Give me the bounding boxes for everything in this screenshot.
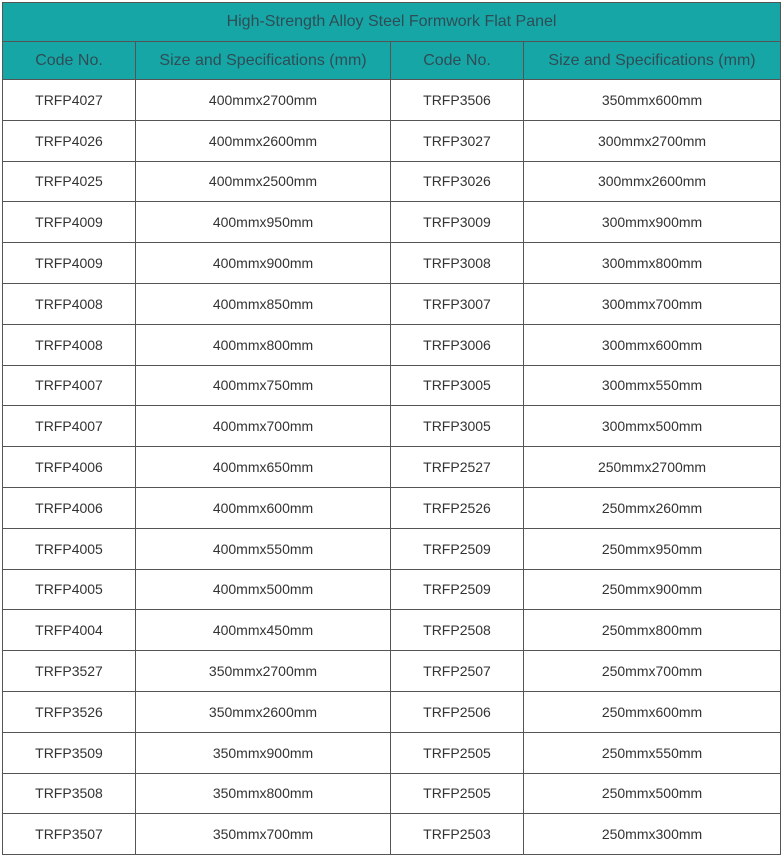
cell-size-spec: 250mmx500mm <box>524 773 781 814</box>
cell-code-no: TRFP4026 <box>3 120 136 161</box>
cell-code-no: TRFP3509 <box>3 732 136 773</box>
header-size-spec-2: Size and Specifications (mm) <box>524 42 781 80</box>
cell-code-no: TRFP2505 <box>391 732 524 773</box>
cell-size-spec: 250mmx300mm <box>524 814 781 855</box>
cell-size-spec: 250mmx2700mm <box>524 447 781 488</box>
table-header-row <box>3 42 781 80</box>
cell-code-no: TRFP2506 <box>391 691 524 732</box>
table-row <box>3 651 781 692</box>
cell-size-spec: 400mmx650mm <box>136 447 391 488</box>
cell-code-no: TRFP4009 <box>3 243 136 284</box>
cell-code-no: TRFP4004 <box>3 610 136 651</box>
cell-size-spec: 400mmx900mm <box>136 243 391 284</box>
formwork-spec-table <box>2 2 781 855</box>
cell-code-no: TRFP2503 <box>391 814 524 855</box>
table-row <box>3 447 781 488</box>
table-title: High-Strength Alloy Steel Formwork Flat Panel <box>3 3 781 42</box>
cell-code-no: TRFP4005 <box>3 528 136 569</box>
table-row <box>3 487 781 528</box>
cell-code-no: TRFP4027 <box>3 80 136 121</box>
cell-code-no: TRFP4007 <box>3 365 136 406</box>
table-row <box>3 120 781 161</box>
cell-code-no: TRFP2507 <box>391 651 524 692</box>
cell-size-spec: 400mmx750mm <box>136 365 391 406</box>
cell-code-no: TRFP3026 <box>391 161 524 202</box>
cell-code-no: TRFP4005 <box>3 569 136 610</box>
cell-size-spec: 250mmx600mm <box>524 691 781 732</box>
cell-code-no: TRFP2508 <box>391 610 524 651</box>
cell-code-no: TRFP3008 <box>391 243 524 284</box>
table-row <box>3 243 781 284</box>
cell-size-spec: 400mmx800mm <box>136 324 391 365</box>
cell-code-no: TRFP2526 <box>391 487 524 528</box>
cell-size-spec: 350mmx600mm <box>524 80 781 121</box>
cell-code-no: TRFP3007 <box>391 283 524 324</box>
cell-code-no: TRFP3506 <box>391 80 524 121</box>
table-body <box>3 80 781 855</box>
table-title-row <box>3 3 781 42</box>
cell-code-no: TRFP4006 <box>3 487 136 528</box>
table-row <box>3 691 781 732</box>
table-row <box>3 610 781 651</box>
cell-size-spec: 400mmx600mm <box>136 487 391 528</box>
cell-size-spec: 250mmx900mm <box>524 569 781 610</box>
cell-size-spec: 400mmx2700mm <box>136 80 391 121</box>
header-code-no-1: Code No. <box>3 42 136 80</box>
cell-size-spec: 250mmx700mm <box>524 651 781 692</box>
cell-size-spec: 350mmx700mm <box>136 814 391 855</box>
cell-code-no: TRFP3527 <box>3 651 136 692</box>
cell-size-spec: 300mmx800mm <box>524 243 781 284</box>
table-row <box>3 732 781 773</box>
cell-code-no: TRFP3027 <box>391 120 524 161</box>
table-row <box>3 406 781 447</box>
cell-size-spec: 400mmx500mm <box>136 569 391 610</box>
table-row <box>3 569 781 610</box>
cell-code-no: TRFP4009 <box>3 202 136 243</box>
table-row <box>3 365 781 406</box>
cell-code-no: TRFP4006 <box>3 447 136 488</box>
cell-size-spec: 300mmx600mm <box>524 324 781 365</box>
table-row <box>3 283 781 324</box>
table-row <box>3 324 781 365</box>
cell-size-spec: 300mmx500mm <box>524 406 781 447</box>
table-row <box>3 80 781 121</box>
cell-size-spec: 300mmx2700mm <box>524 120 781 161</box>
cell-size-spec: 350mmx800mm <box>136 773 391 814</box>
cell-size-spec: 250mmx950mm <box>524 528 781 569</box>
cell-size-spec: 400mmx2500mm <box>136 161 391 202</box>
cell-size-spec: 400mmx2600mm <box>136 120 391 161</box>
table-row <box>3 202 781 243</box>
cell-code-no: TRFP4025 <box>3 161 136 202</box>
cell-code-no: TRFP3526 <box>3 691 136 732</box>
cell-code-no: TRFP3005 <box>391 365 524 406</box>
cell-size-spec: 250mmx550mm <box>524 732 781 773</box>
cell-code-no: TRFP3005 <box>391 406 524 447</box>
cell-size-spec: 300mmx900mm <box>524 202 781 243</box>
cell-code-no: TRFP3009 <box>391 202 524 243</box>
cell-size-spec: 250mmx800mm <box>524 610 781 651</box>
header-code-no-2: Code No. <box>391 42 524 80</box>
cell-size-spec: 400mmx450mm <box>136 610 391 651</box>
cell-size-spec: 300mmx700mm <box>524 283 781 324</box>
cell-code-no: TRFP3006 <box>391 324 524 365</box>
table-row <box>3 773 781 814</box>
table-row <box>3 528 781 569</box>
table-row <box>3 161 781 202</box>
cell-size-spec: 350mmx900mm <box>136 732 391 773</box>
table-row <box>3 814 781 855</box>
cell-size-spec: 300mmx550mm <box>524 365 781 406</box>
cell-size-spec: 300mmx2600mm <box>524 161 781 202</box>
cell-size-spec: 400mmx700mm <box>136 406 391 447</box>
cell-code-no: TRFP2505 <box>391 773 524 814</box>
cell-size-spec: 350mmx2600mm <box>136 691 391 732</box>
cell-code-no: TRFP3507 <box>3 814 136 855</box>
cell-size-spec: 400mmx950mm <box>136 202 391 243</box>
cell-size-spec: 350mmx2700mm <box>136 651 391 692</box>
cell-code-no: TRFP2509 <box>391 528 524 569</box>
spec-table-container <box>2 2 780 855</box>
cell-size-spec: 400mmx850mm <box>136 283 391 324</box>
cell-size-spec: 400mmx550mm <box>136 528 391 569</box>
cell-code-no: TRFP4007 <box>3 406 136 447</box>
cell-code-no: TRFP2527 <box>391 447 524 488</box>
header-size-spec-1: Size and Specifications (mm) <box>136 42 391 80</box>
cell-code-no: TRFP3508 <box>3 773 136 814</box>
cell-code-no: TRFP2509 <box>391 569 524 610</box>
cell-size-spec: 250mmx260mm <box>524 487 781 528</box>
cell-code-no: TRFP4008 <box>3 324 136 365</box>
cell-code-no: TRFP4008 <box>3 283 136 324</box>
